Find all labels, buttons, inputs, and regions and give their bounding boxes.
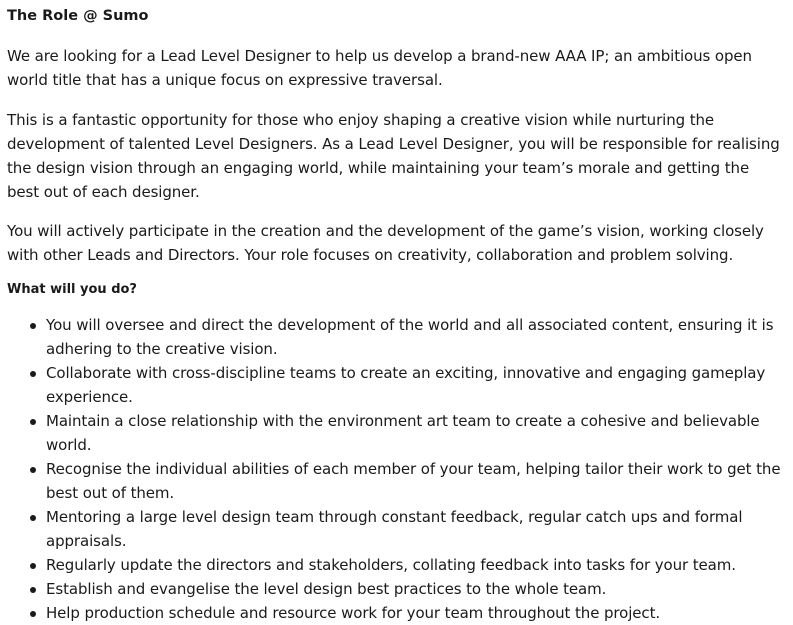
list-item-text: Regularly update the directors and stakeholders, collating feedback into tasks for your team. xyxy=(46,556,736,574)
list-item-text: Establish and evangelise the level design best practices to the whole team. xyxy=(46,580,607,598)
list-item xyxy=(46,577,781,601)
intro-paragraph: We are looking for a Lead Level Designer to help us develop a brand-new AAA IP; an ambitious open world title that has a unique focus on expressive traversal. xyxy=(7,47,752,89)
list-item-text: You will oversee and direct the development of the world and all associated content, ensuring it is adhering to the creative vision. xyxy=(46,316,774,358)
responsibilities-list xyxy=(7,313,781,625)
bullet-icon xyxy=(30,515,36,521)
opportunity-paragraph: This is a fantastic opportunity for those who enjoy shaping a creative vision while nurturing the development of talented Level Designers. As a Lead Level Designer, you will be responsible for realising the design vision through an engaging world, while maintaining your team’s morale and getting the best out of each designer. xyxy=(7,111,780,201)
role-focus-paragraph: You will actively participate in the creation and the development of the game’s vision, working closely with other Leads and Directors. Your role focuses on creativity, collaboration and problem solving. xyxy=(7,222,764,264)
list-item xyxy=(46,457,781,505)
list-item xyxy=(46,361,781,409)
list-item-text: Help production schedule and resource work for your team throughout the project. xyxy=(46,604,661,622)
bullet-icon xyxy=(30,587,36,593)
list-item xyxy=(46,505,781,553)
responsibilities-heading: What will you do? xyxy=(7,282,137,297)
list-item xyxy=(46,601,781,625)
list-item xyxy=(46,553,781,577)
bullet-icon xyxy=(30,371,36,377)
list-item xyxy=(46,313,781,361)
list-item-text: Collaborate with cross-discipline teams to create an exciting, innovative and engaging gameplay experience. xyxy=(46,364,766,406)
bullet-icon xyxy=(30,419,36,425)
list-item-text: Mentoring a large level design team through constant feedback, regular catch ups and formal appraisals. xyxy=(46,508,743,550)
bullet-icon xyxy=(30,467,36,473)
bullet-icon xyxy=(30,611,36,617)
list-item-text: Recognise the individual abilities of each member of your team, helping tailor their work to get the best out of them. xyxy=(46,460,781,502)
bullet-icon xyxy=(30,563,36,569)
bullet-icon xyxy=(30,323,36,329)
section-title: The Role @ Sumo xyxy=(7,8,149,24)
list-item-text: Maintain a close relationship with the environment art team to create a cohesive and believable world. xyxy=(46,412,760,454)
list-item xyxy=(46,409,781,457)
